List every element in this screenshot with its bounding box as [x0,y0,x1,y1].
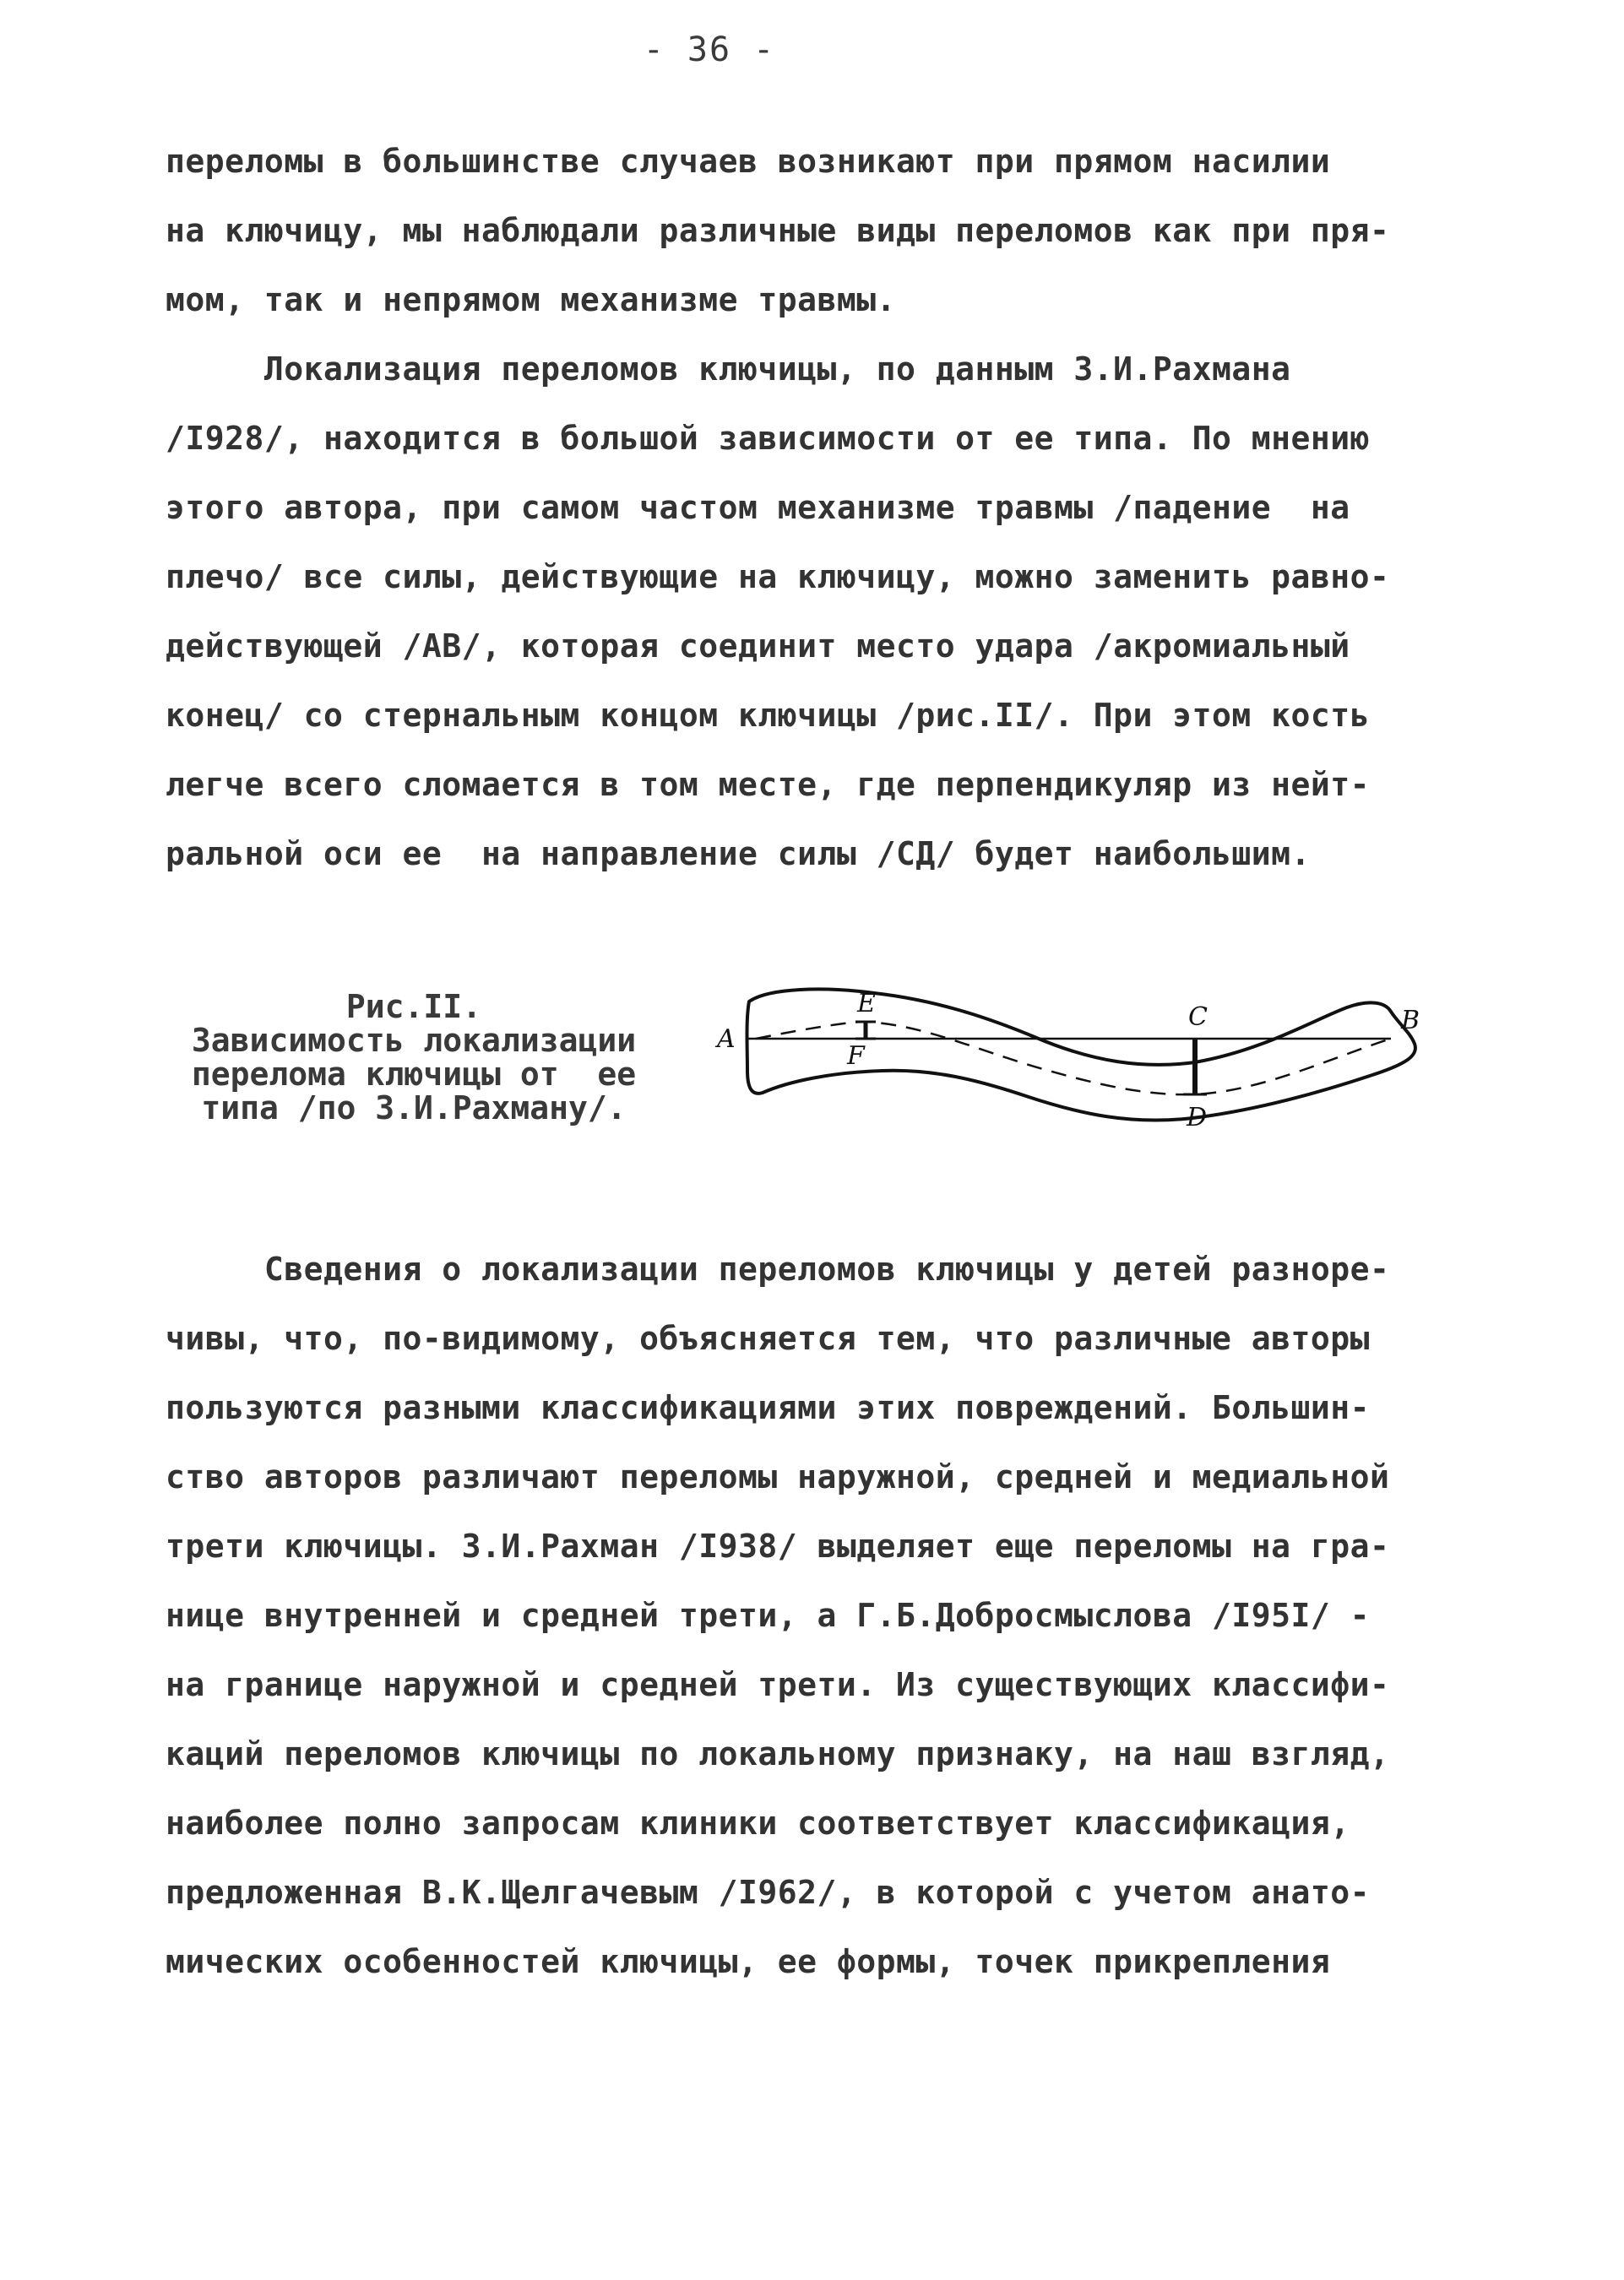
caption-line: типа /по З.И.Рахману/. [201,1089,627,1126]
text-line: легче всего сломается в том месте, где перпендикуляр из нейт- [166,766,1371,803]
paragraph-3 [166,1235,1466,1996]
text-line: на ключицу, мы наблюдали различные виды переломов как при пря- [166,212,1390,249]
figure-title: Рис.II. [345,988,482,1025]
clavicle-diagram [705,969,1465,1147]
text-line: предложенная В.К.Щелгачевым /I962/, в которой с учетом анато- [166,1874,1371,1911]
text-line: каций переломов ключицы по локальному признаку, на наш взгляд, [166,1735,1390,1772]
text-line: ральной оси ее на направление силы /СД/ будет наибольшим. [166,835,1311,872]
label-f: F [847,1041,865,1071]
text-line: ство авторов различают переломы наружной, средней и медиальной [166,1458,1390,1496]
text-line: конец/ со стернальным концом ключицы /рис.II/. При этом кость [166,697,1371,734]
text-line: наиболее полно запросам клиники соответствует классификация, [166,1805,1350,1842]
text-line: этого автора, при самом частом механизме травмы /падение на [166,489,1350,526]
label-d: D [1187,1103,1208,1132]
paragraph-2 [166,334,1466,888]
page-number: - 36 - [643,30,776,69]
text-line: плечо/ все силы, действующие на ключицу, можно заменить равно- [166,558,1390,595]
text-line: Локализация переломов ключицы, по данным З.И.Рахмана [166,350,1291,388]
text-line: трети ключицы. З.И.Рахман /I938/ выделяет еще переломы на гра- [166,1528,1390,1565]
text-line: на границе наружной и средней трети. Из существующих классифи- [166,1666,1390,1703]
label-c: C [1188,1002,1208,1032]
text-line: /I928/, находится в большой зависимости от ее типа. По мнению [166,420,1371,457]
label-a: A [717,1024,736,1054]
text-line: переломы в большинстве случаев возникают при прямом насилии [166,143,1331,180]
caption-line: перелома ключицы от ее [191,1056,637,1093]
paragraph-1 [166,127,1466,334]
label-b: B [1401,1006,1420,1035]
text-line: действующей /АВ/, которая соединит место удара /акромиальный [166,627,1350,665]
text-line: мом, так и непрямом механизме травмы. [166,281,896,318]
caption-line: Зависимость локализации [191,1022,637,1059]
text-line: пользуются разными классификациями этих повреждений. Большин- [166,1389,1371,1426]
text-line: мических особенностей ключицы, ее формы, точек прикрепления [166,1943,1331,1980]
figure-caption [160,990,667,1125]
label-e: E [857,989,876,1018]
text-line: чивы, что, по-видимому, объясняется тем, что различные авторы [166,1320,1371,1357]
text-line: нице внутренней и средней трети, а Г.Б.Добросмыслова /I95I/ - [166,1597,1371,1634]
clavicle-diagram-svg [705,969,1465,1147]
text-line: Сведения о локализации переломов ключицы у детей разноре- [166,1251,1390,1288]
